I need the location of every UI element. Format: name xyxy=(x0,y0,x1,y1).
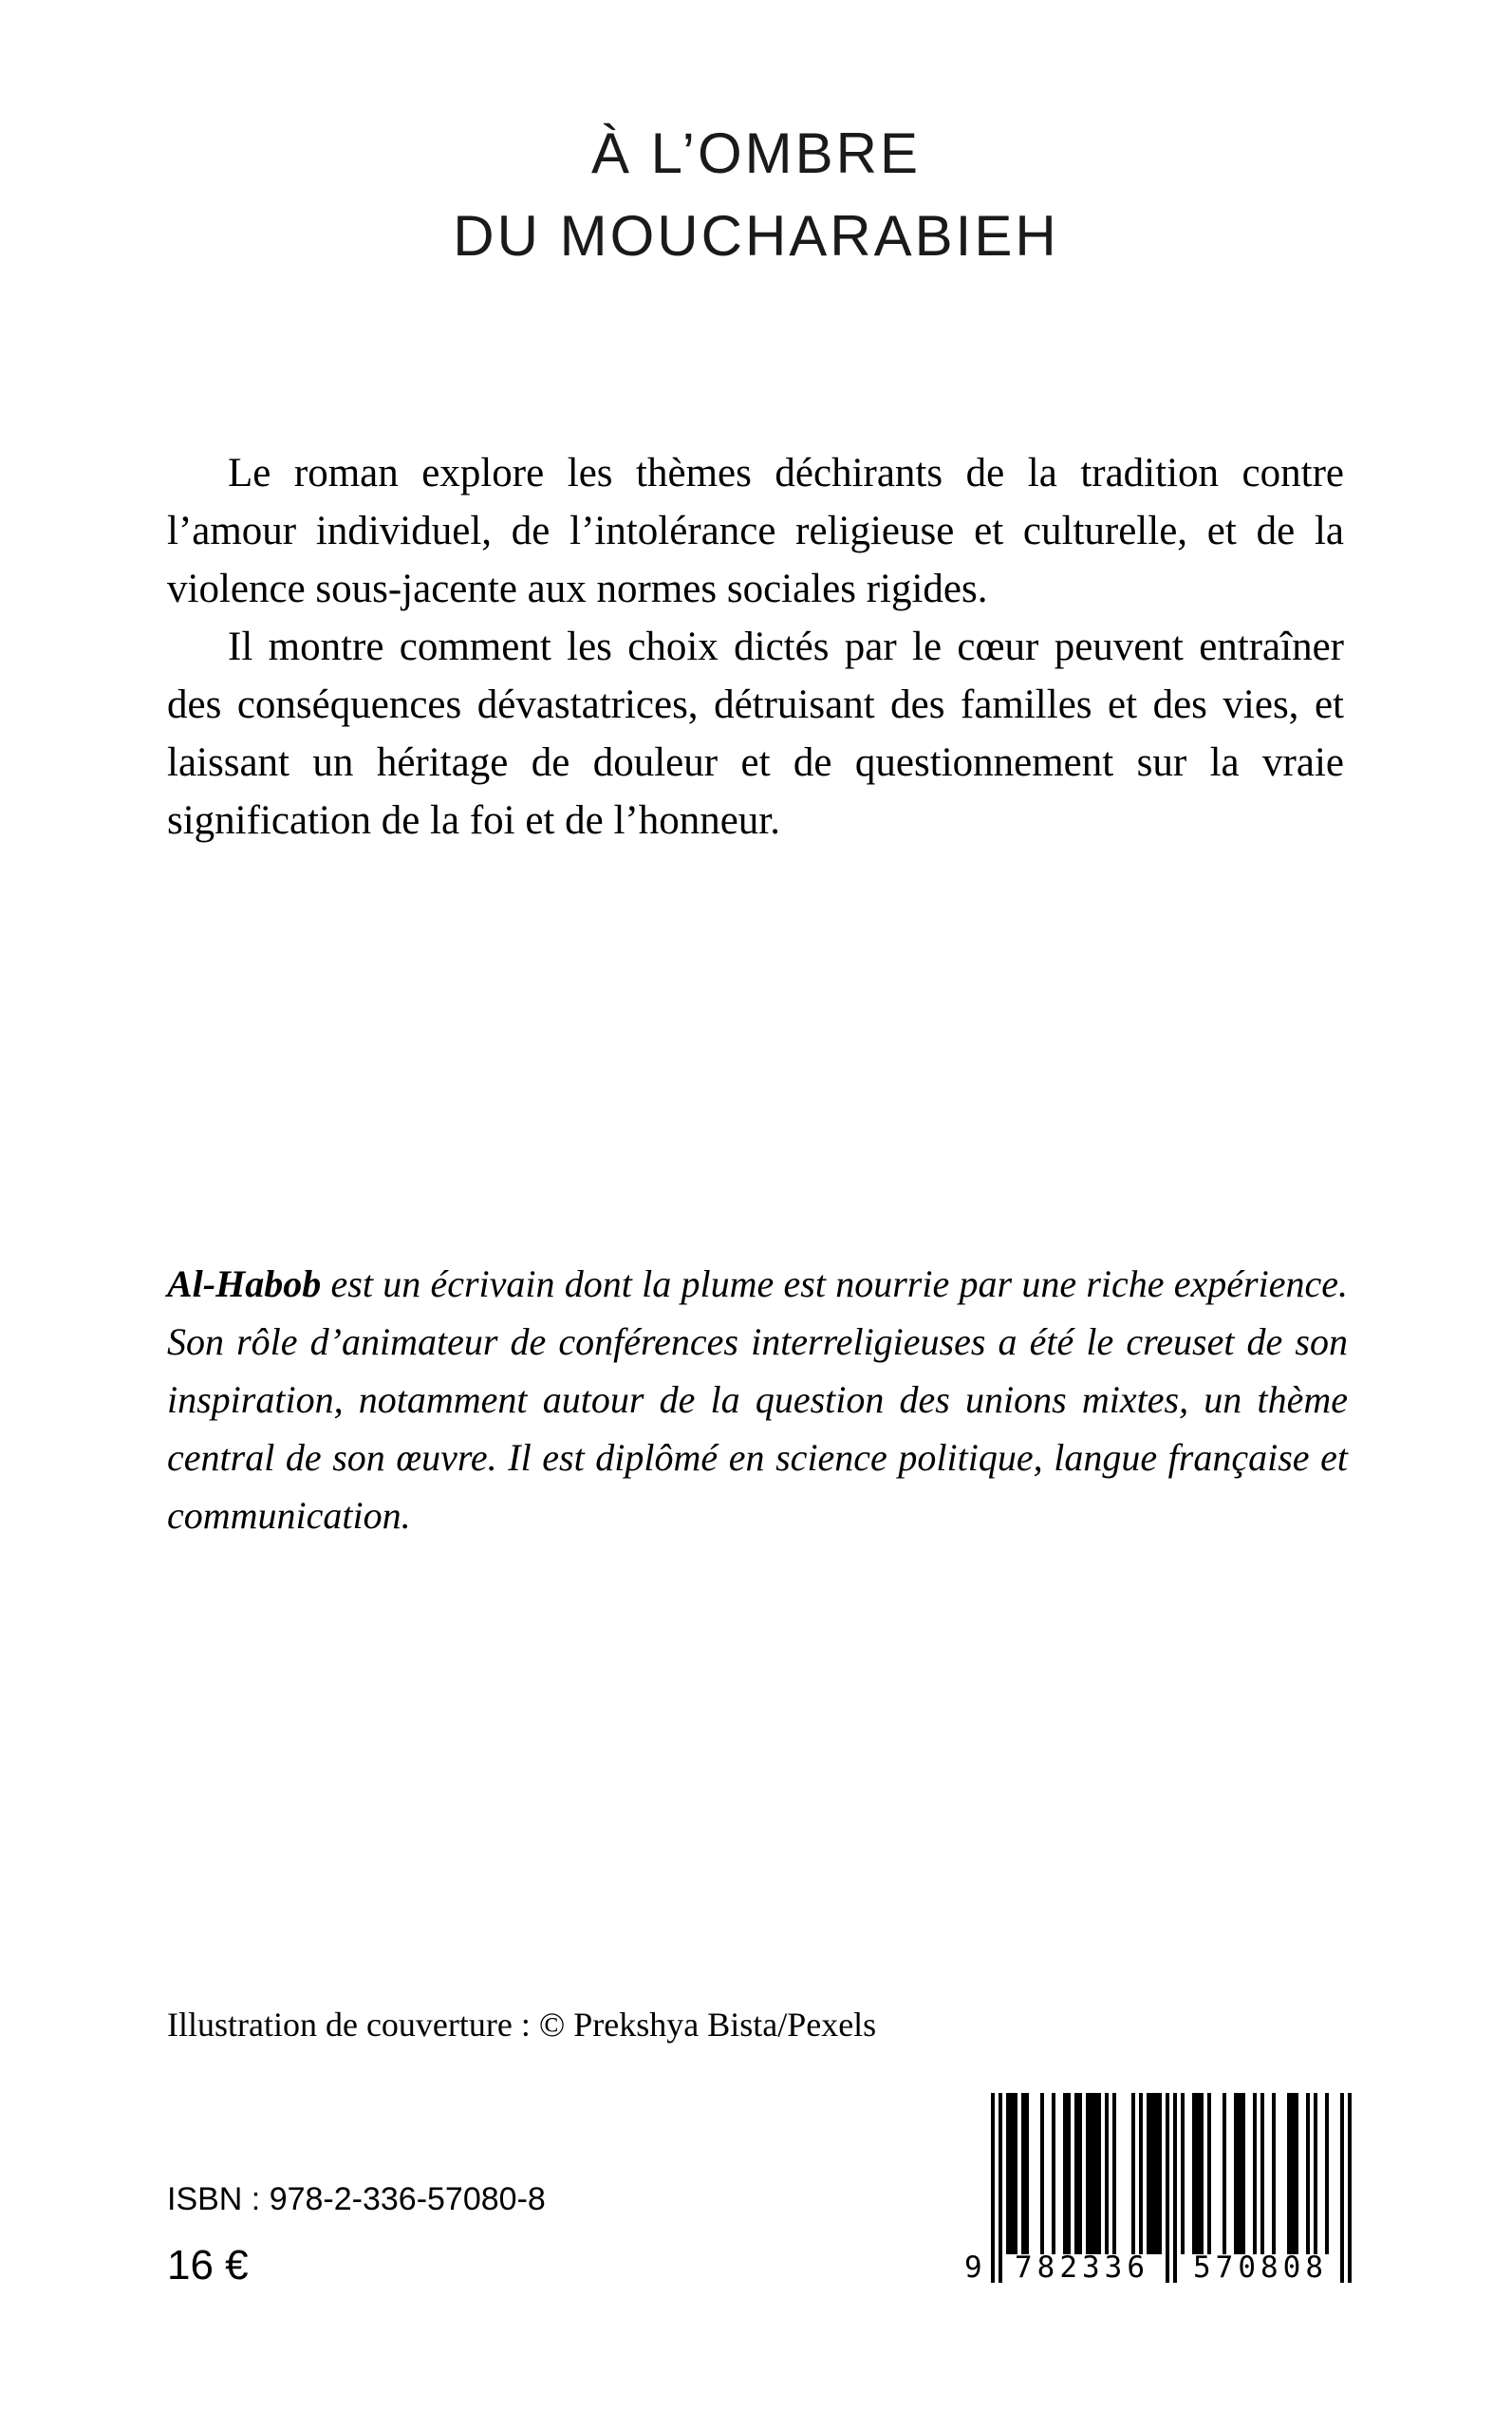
barcode-digits-right: 570808 xyxy=(1193,2250,1328,2285)
barcode-digits-left: 782336 xyxy=(1015,2250,1149,2285)
synopsis xyxy=(167,444,1344,850)
isbn: ISBN : 978-2-336-57080-8 xyxy=(167,2181,546,2217)
author-bio xyxy=(167,1255,1348,1544)
author-bio-paragraph xyxy=(167,1255,1348,1544)
price: 16 € xyxy=(167,2242,249,2288)
synopsis-paragraph: Le roman explore les thèmes déchirants de la tradition contre l’amour individuel, de l’intolérance religieuse et culturelle, et de la violence sous-jacente aux normes sociales rigides. xyxy=(167,451,1344,611)
barcode-block xyxy=(962,2093,1353,2288)
title-line-2: DU MOUCHARABIEH xyxy=(453,204,1059,268)
barcode-digits xyxy=(962,2250,1353,2285)
author-name: Al-Habob xyxy=(167,1262,322,1305)
barcode-digit-lead: 9 xyxy=(964,2250,982,2285)
book-title xyxy=(0,112,1512,277)
cover-credit: Illustration de couverture : © Prekshya Bista/Pexels xyxy=(167,2006,877,2044)
author-bio-text: est un écrivain dont la plume est nourrie par une riche expérience. Son rôle d’animateur de conférences interreligieuses a été le creuset de son inspiration, notamment autour de la question des unions mixtes, un thème central de son œuvre. Il est diplômé en science politique, langue française et communication. xyxy=(167,1262,1348,1537)
synopsis-paragraph: Il montre comment les choix dictés par le cœur peuvent entraîner des conséquences dévastatrices, détruisant des familles et des vies, et laissant un héritage de douleur et de questionnement sur la vraie signification de la foi et de l’honneur. xyxy=(167,625,1344,843)
title-line-1: À L’OMBRE xyxy=(590,121,922,185)
